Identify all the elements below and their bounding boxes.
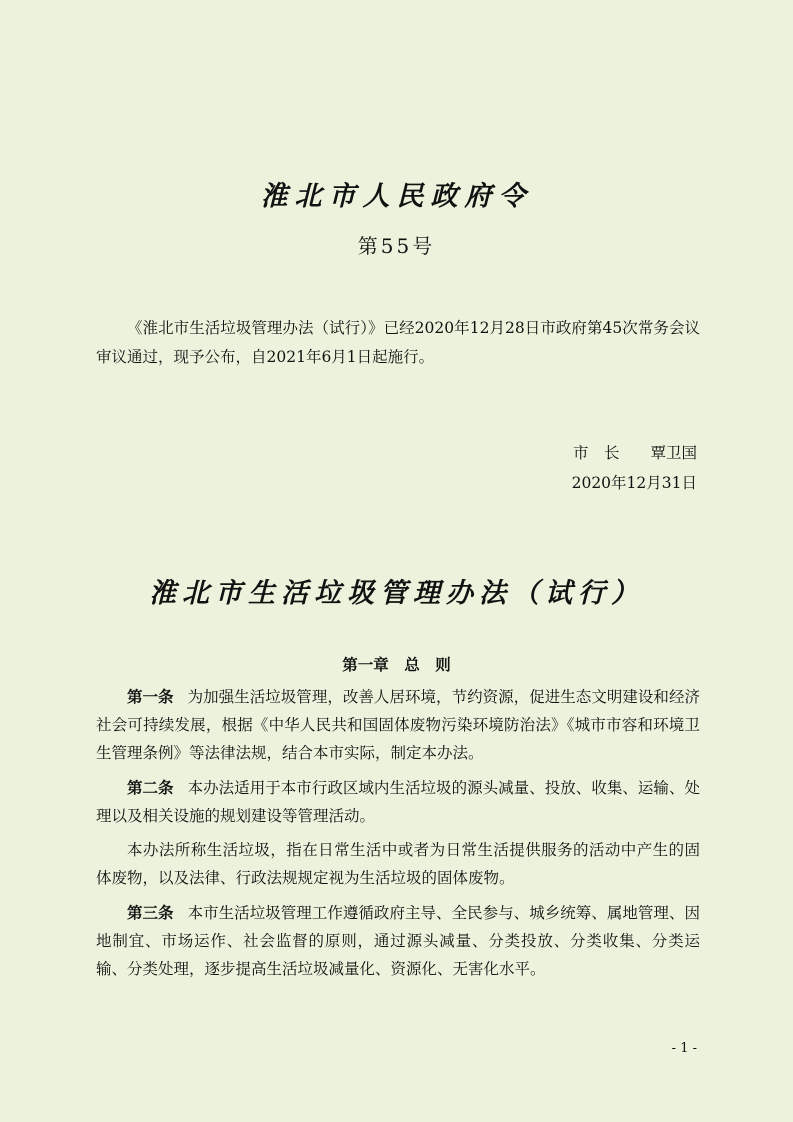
- article-1-text: 为加强生活垃圾管理，改善人居环境，节约资源，促进生态文明建设和经济社会可持续发展，根据《中华人民共和国固体废物污染环境防治法》《城市市容和环境卫生管理条例》等法律法规，结合本市实际，制定本办法。: [96, 688, 700, 762]
- article-2-definition-paragraph: 本办法所称生活垃圾，指在日常生活中或者为日常生活提供服务的活动中产生的固体废物，以及法律、行政法规规定视为生活垃圾的固体废物。: [96, 841, 700, 887]
- article-3-text: 本市生活垃圾管理工作遵循政府主导、全民参与、城乡统筹、属地管理、因地制宜、市场运作、社会监督的原则，通过源头减量、分类投放、分类收集、分类运输、分类处理，逐步提高生活垃圾减量化、资源化、无害化水平。: [96, 904, 700, 978]
- article-2-label: 第二条: [127, 779, 174, 797]
- article-2: [96, 774, 700, 830]
- article-1-label: 第一条: [127, 688, 174, 706]
- article-2-text: 本办法适用于本市行政区域内生活垃圾的源头减量、投放、收集、运输、处理以及相关设施的规划建设等管理活动。: [96, 779, 700, 825]
- chapter-heading: 第一章 总 则: [342, 656, 451, 674]
- decree-number: 第55号: [357, 234, 436, 258]
- article-1: [96, 683, 700, 767]
- regulation-title: 淮北市生活垃圾管理办法（试行）: [149, 578, 644, 609]
- page-number: - 1 -: [671, 1041, 697, 1056]
- decree-title: 淮北市人民政府令: [260, 181, 533, 212]
- signature-block: [572, 439, 697, 498]
- promulgation-paragraph: 《淮北市生活垃圾管理办法（试行）》已经2020年12月28日市政府第45次常务会议审议通过，现予公布，自2021年6月1日起施行。: [96, 319, 700, 366]
- signature-date: 2020年12月31日: [571, 474, 697, 492]
- article-3: [96, 899, 700, 983]
- signer-line: 市 长 覃卫国: [572, 444, 697, 462]
- article-3-label: 第三条: [127, 904, 174, 922]
